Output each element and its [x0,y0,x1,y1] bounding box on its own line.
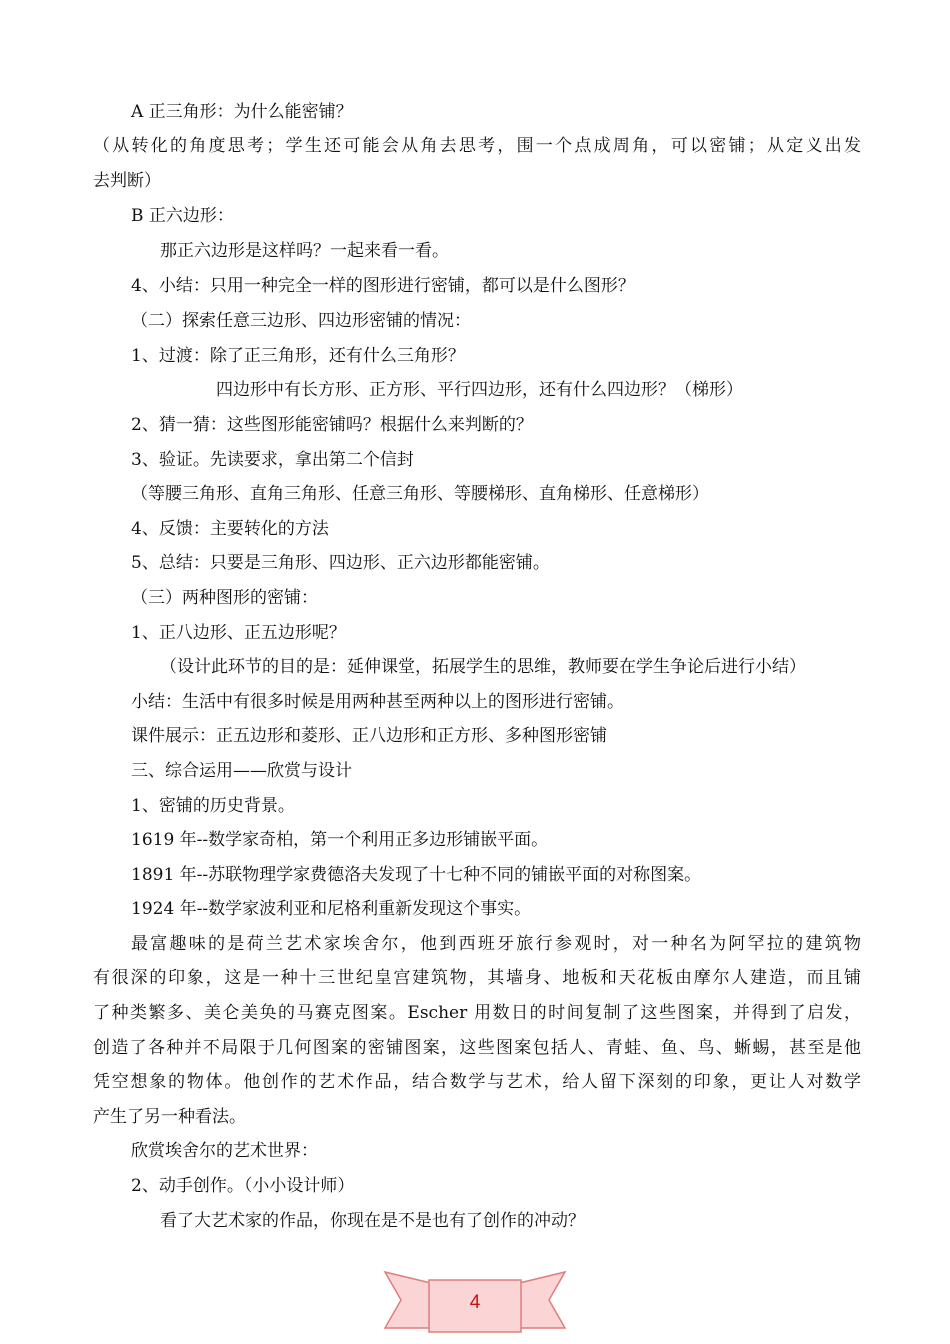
text-line: 1619 年--数学家奇柏，第一个利用正多边形铺嵌平面。 [131,830,549,850]
text-line: 去判断） [93,171,161,191]
text-line: 创造了各种并不局限于几何图案的密铺图案，这些图案包括人、青蛙、鱼、鸟、蜥蜴，甚至是他 [93,1038,861,1058]
text-line: 1、密铺的历史背景。 [131,796,295,816]
text-line: A 正三角形：为什么能密铺？ [131,102,353,122]
text-line: （设计此环节的目的是：延伸课堂，拓展学生的思维，教师要在学生争论后进行小结） [160,657,806,677]
text-line: 了种类繁多、美仑美奂的马赛克图案。Escher 用数日的时间复制了这些图案，并得到了启发， [93,1003,861,1023]
text-line: 最富趣味的是荷兰艺术家埃舍尔，他到西班牙旅行参观时，对一种名为阿罕拉的建筑物 [131,934,861,954]
text-line: 四边形中有长方形、正方形、平行四边形，还有什么四边形？（梯形） [216,380,743,400]
text-line: 5、总结：只要是三角形、四边形、正六边形都能密铺。 [131,553,550,573]
text-line: 1、过渡：除了正三角形，还有什么三角形？ [131,346,465,366]
text-line: B 正六边形： [131,206,234,226]
text-line: 1、正八边形、正五边形呢？ [131,623,346,643]
text-line: 看了大艺术家的作品，你现在是不是也有了创作的冲动？ [160,1211,585,1231]
text-line: 有很深的印象，这是一种十三世纪皇宫建筑物，其墙身、地板和天花板由摩尔人建造，而且铺 [93,968,861,988]
text-line: 4、小结：只用一种完全一样的图形进行密铺，都可以是什么图形？ [131,276,635,296]
text-line: 产生了另一种看法。 [93,1107,246,1127]
page-number: 4 [469,1292,481,1313]
text-line: 3、验证。先读要求，拿出第二个信封 [131,450,414,470]
section-heading: （二）探索任意三边形、四边形密铺的情况： [131,311,471,331]
text-line: 课件展示：正五边形和菱形、正八边形和正方形、多种图形密铺 [131,726,607,746]
text-line: 那正六边形是这样吗？一起来看一看。 [160,241,449,261]
text-line: 2、猜一猜：这些图形能密铺吗？根据什么来判断的？ [131,415,533,435]
text-line: 小结：生活中有很多时候是用两种甚至两种以上的图形进行密铺。 [131,692,624,712]
text-line: 1891 年--苏联物理学家费德洛夫发现了十七种不同的铺嵌平面的对称图案。 [131,865,702,885]
text-line: （等腰三角形、直角三角形、任意三角形、等腰梯形、直角梯形、任意梯形） [131,484,709,504]
text-line: 凭空想象的物体。他创作的艺术作品，结合数学与艺术，给人留下深刻的印象，更让人对数学 [93,1072,861,1092]
text-line: 1924 年--数学家波利亚和尼格利重新发现这个事实。 [131,899,532,919]
text-line: 欣赏埃舍尔的艺术世界： [131,1141,318,1161]
text-line: （从转化的角度思考；学生还可能会从角去思考，围一个点成周角，可以密铺；从定义出发 [93,136,861,156]
text-line: 2、动手创作。（小小设计师） [131,1176,355,1196]
section-heading: （三）两种图形的密铺： [131,588,318,608]
section-heading: 三、综合运用——欣赏与设计 [131,761,352,781]
text-line: 4、反馈：主要转化的方法 [131,519,329,539]
